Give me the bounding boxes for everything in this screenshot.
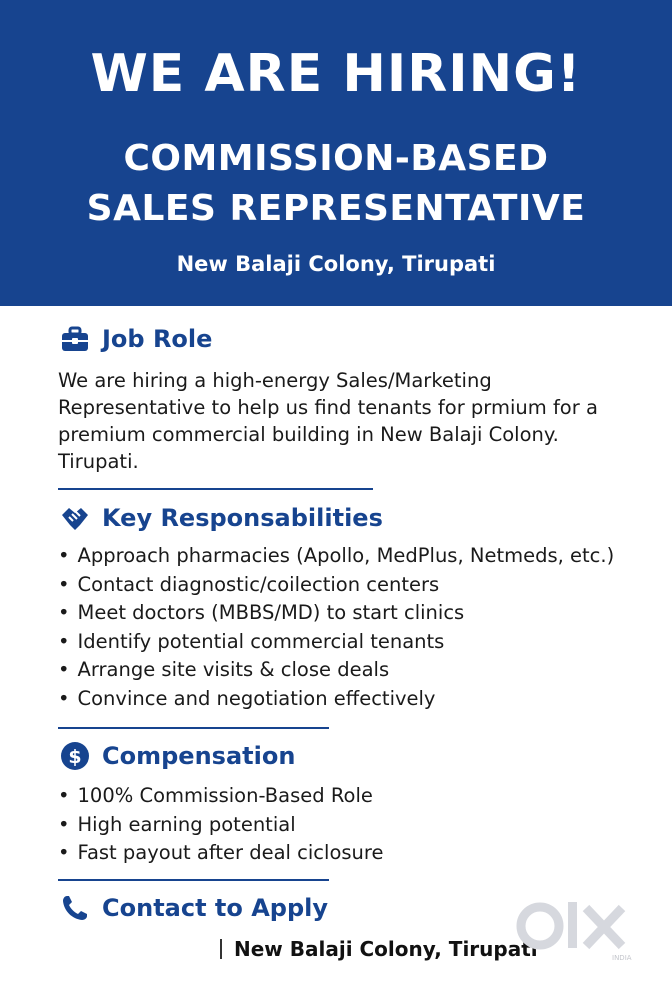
olx-watermark [514,896,638,966]
compensation-heading [60,741,295,771]
olx-sub-label: INDIA [612,954,632,962]
job-role-heading [60,324,212,354]
compensation-title: Compensation [102,742,296,770]
job-role-description: We are hiring a high-energy Sales/Marketing Representative to help us find tenants for prmium for a premium commercial building in New Balaji Colony. Tirupati. [58,369,598,473]
list-item: • High earning potential [58,811,383,840]
divider [58,879,329,881]
handshake-icon [60,503,90,533]
list-item: • Meet doctors (MBBS/MD) to start clinics [58,599,614,628]
list-item: • Fast payout after deal ciclosure [58,839,383,868]
responsibilities-title: Key Responsabilities [102,504,383,532]
divider [220,939,222,959]
header-location: New Balaji Colony, Tirupati [176,252,496,276]
dollar-icon [60,741,90,771]
contact-location-text: New Balaji Colony, Tirupati [234,937,538,961]
header-banner [0,0,672,306]
position-title-line2: SALES REPRESENTATIVE [86,188,586,229]
list-item: • 100% Commission-Based Role [58,782,383,811]
svg-text:$: $ [68,746,82,768]
list-item: • Approach pharmacies (Apollo, MedPlus, Netmeds, etc.) [58,542,614,571]
list-item: • Convince and negotiation effectively [58,685,614,714]
position-title-line1: COMMISSION-BASED [123,138,549,179]
contact-title: Contact to Apply [102,894,329,922]
list-item: • Arrange site visits & close deals [58,656,614,685]
briefcase-icon [60,324,90,354]
contact-heading [60,893,328,923]
list-item: • Identify potential commercial tenants [58,628,614,657]
divider [58,727,329,729]
compensation-list [58,782,383,868]
divider [58,488,373,490]
phone-icon [60,893,90,923]
responsibilities-list [58,542,614,714]
contact-location [220,937,538,961]
hiring-title: WE ARE HIRING! [90,44,582,104]
responsibilities-heading [60,503,383,533]
list-item: • Contact diagnostic/coilection centers [58,571,614,600]
job-role-title: Job Role [102,325,213,353]
